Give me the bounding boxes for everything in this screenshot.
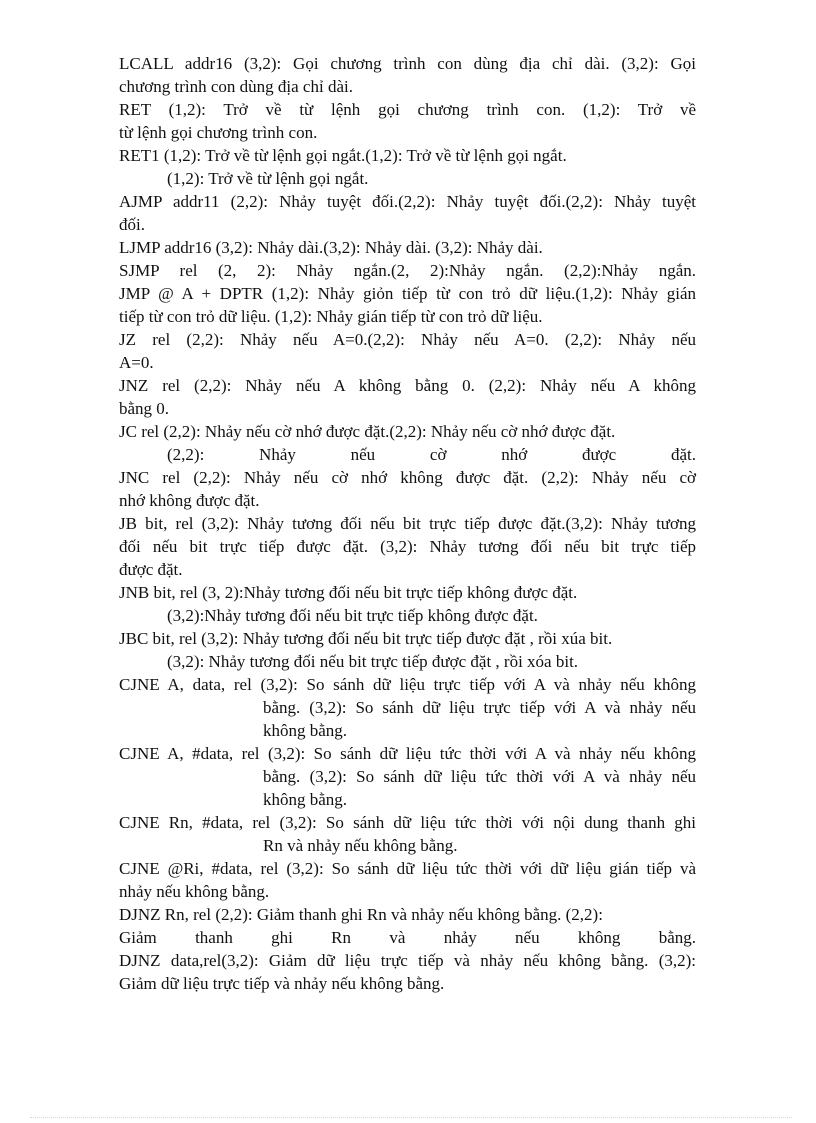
paragraph-ljmp (119, 236, 696, 259)
text-line: không bằng. (263, 721, 348, 740)
paragraph-jb (119, 512, 696, 581)
text-line: chương trình con dùng địa chỉ dài. (119, 77, 353, 96)
text-line: RET1 (1,2): Trở về từ lệnh gọi ngắt.(1,2): Trở về từ lệnh gọi ngắt. (119, 146, 567, 165)
text-line: được đặt. (119, 560, 183, 579)
text-line: (3,2):Nhảy tương đối nếu bit trực tiếp không được đặt. (167, 606, 538, 625)
text-line: SJMP rel (2, 2): Nhảy ngắn.(2, 2):Nhảy ngắn. (2,2):Nhảy ngắn. (119, 261, 696, 280)
text-line: Giảm thanh ghi Rn và nhảy nếu không bằng. (119, 928, 696, 947)
text-line: RET (1,2): Trở về từ lệnh gọi chương trình con. (1,2): Trở về (119, 100, 696, 119)
text-line: tiếp từ con trỏ dữ liệu. (1,2): Nhảy gián tiếp từ con trỏ dữ liệu. (119, 307, 543, 326)
text-line: đối nếu bit trực tiếp được đặt. (3,2): Nhảy tương đối nếu bit trực tiếp (119, 537, 696, 556)
page-bottom-divider (30, 1117, 792, 1118)
text-line: không bằng. (263, 790, 348, 809)
text-line: DJNZ Rn, rel (2,2): Giảm thanh ghi Rn và nhảy nếu không bằng. (2,2): (119, 905, 603, 924)
text-line: CJNE Rn, #data, rel (3,2): So sánh dữ liệu tức thời với nội dung thanh ghi (119, 813, 696, 832)
text-line: JNB bit, rel (3, 2):Nhảy tương đối nếu bit trực tiếp không được đặt. (119, 583, 578, 602)
text-line: LJMP addr16 (3,2): Nhảy dài.(3,2): Nhảy dài. (3,2): Nhảy dài. (119, 238, 543, 257)
text-line: Rn và nhảy nếu không bằng. (263, 836, 458, 855)
paragraph-jnb (119, 581, 696, 627)
paragraph-sjmp (119, 259, 696, 282)
paragraph-cjne-a-data (119, 673, 696, 742)
text-line: JZ rel (2,2): Nhảy nếu A=0.(2,2): Nhảy nếu A=0. (2,2): Nhảy nếu (119, 330, 696, 349)
text-line: bằng. (3,2): So sánh dữ liệu trực tiếp với A và nhảy nếu (263, 698, 696, 717)
document-body (119, 52, 696, 995)
text-line: CJNE A, data, rel (3,2): So sánh dữ liệu trực tiếp với A và nhảy nếu không (119, 675, 696, 694)
paragraph-djnz-data (119, 949, 696, 995)
text-line: AJMP addr11 (2,2): Nhảy tuyệt đối.(2,2): Nhảy tuyệt đối.(2,2): Nhảy tuyệt (119, 192, 696, 211)
text-line: (1,2): Trở về từ lệnh gọi ngắt. (167, 169, 369, 188)
text-line: (3,2): Nhảy tương đối nếu bit trực tiếp được đặt , rồi xóa bit. (167, 652, 579, 671)
text-line: JC rel (2,2): Nhảy nếu cờ nhớ được đặt.(2,2): Nhảy nếu cờ nhớ được đặt. (119, 422, 616, 441)
text-line: nhảy nếu không bằng. (119, 882, 270, 901)
text-line: bằng. (3,2): So sánh dữ liệu tức thời với A và nhảy nếu (263, 767, 696, 786)
text-line: nhớ không được đặt. (119, 491, 260, 510)
text-line: JNZ rel (2,2): Nhảy nếu A không bằng 0. (2,2): Nhảy nếu A không (119, 376, 696, 395)
text-line: LCALL addr16 (3,2): Gọi chương trình con dùng địa chỉ dài. (3,2): Gọi (119, 54, 696, 73)
text-line: JB bit, rel (3,2): Nhảy tương đối nếu bit trực tiếp được đặt.(3,2): Nhảy tương (119, 514, 696, 533)
paragraph-cjne-a-imm (119, 742, 696, 811)
text-line: CJNE A, #data, rel (3,2): So sánh dữ liệu tức thời với A và nhảy nếu không (119, 744, 696, 763)
paragraph-jnz (119, 374, 696, 420)
text-line: A=0. (119, 353, 154, 372)
paragraph-jnc (119, 466, 696, 512)
text-line: từ lệnh gọi chương trình con. (119, 123, 318, 142)
text-line: JMP @ A + DPTR (1,2): Nhảy giỏn tiếp từ con trỏ dữ liệu.(1,2): Nhảy gián (119, 284, 696, 303)
paragraph-cjne-rn (119, 811, 696, 857)
text-line: đối. (119, 215, 145, 234)
text-line: bằng 0. (119, 399, 170, 418)
paragraph-jz (119, 328, 696, 374)
text-line: (2,2): Nhảy nếu cờ nhớ được đặt. (167, 445, 696, 464)
paragraph-ajmp (119, 190, 696, 236)
paragraph-cjne-ri (119, 857, 696, 903)
text-line: CJNE @Ri, #data, rel (3,2): So sánh dữ liệu tức thời với dữ liệu gián tiếp và (119, 859, 696, 878)
paragraph-jbc (119, 627, 696, 673)
paragraph-ret (119, 98, 696, 144)
paragraph-lcall (119, 52, 696, 98)
text-line: Giảm dữ liệu trực tiếp và nhảy nếu không bằng. (119, 974, 445, 993)
text-line: DJNZ data,rel(3,2): Giảm dữ liệu trực tiếp và nhảy nếu không bằng. (3,2): (119, 951, 696, 970)
paragraph-reti (119, 144, 696, 190)
paragraph-jc (119, 420, 696, 466)
text-line: JBC bit, rel (3,2): Nhảy tương đối nếu bit trực tiếp được đặt , rồi xúa bit. (119, 629, 613, 648)
text-line: JNC rel (2,2): Nhảy nếu cờ nhớ không được đặt. (2,2): Nhảy nếu cờ (119, 468, 696, 487)
paragraph-djnz-rn (119, 903, 696, 949)
paragraph-jmp (119, 282, 696, 328)
